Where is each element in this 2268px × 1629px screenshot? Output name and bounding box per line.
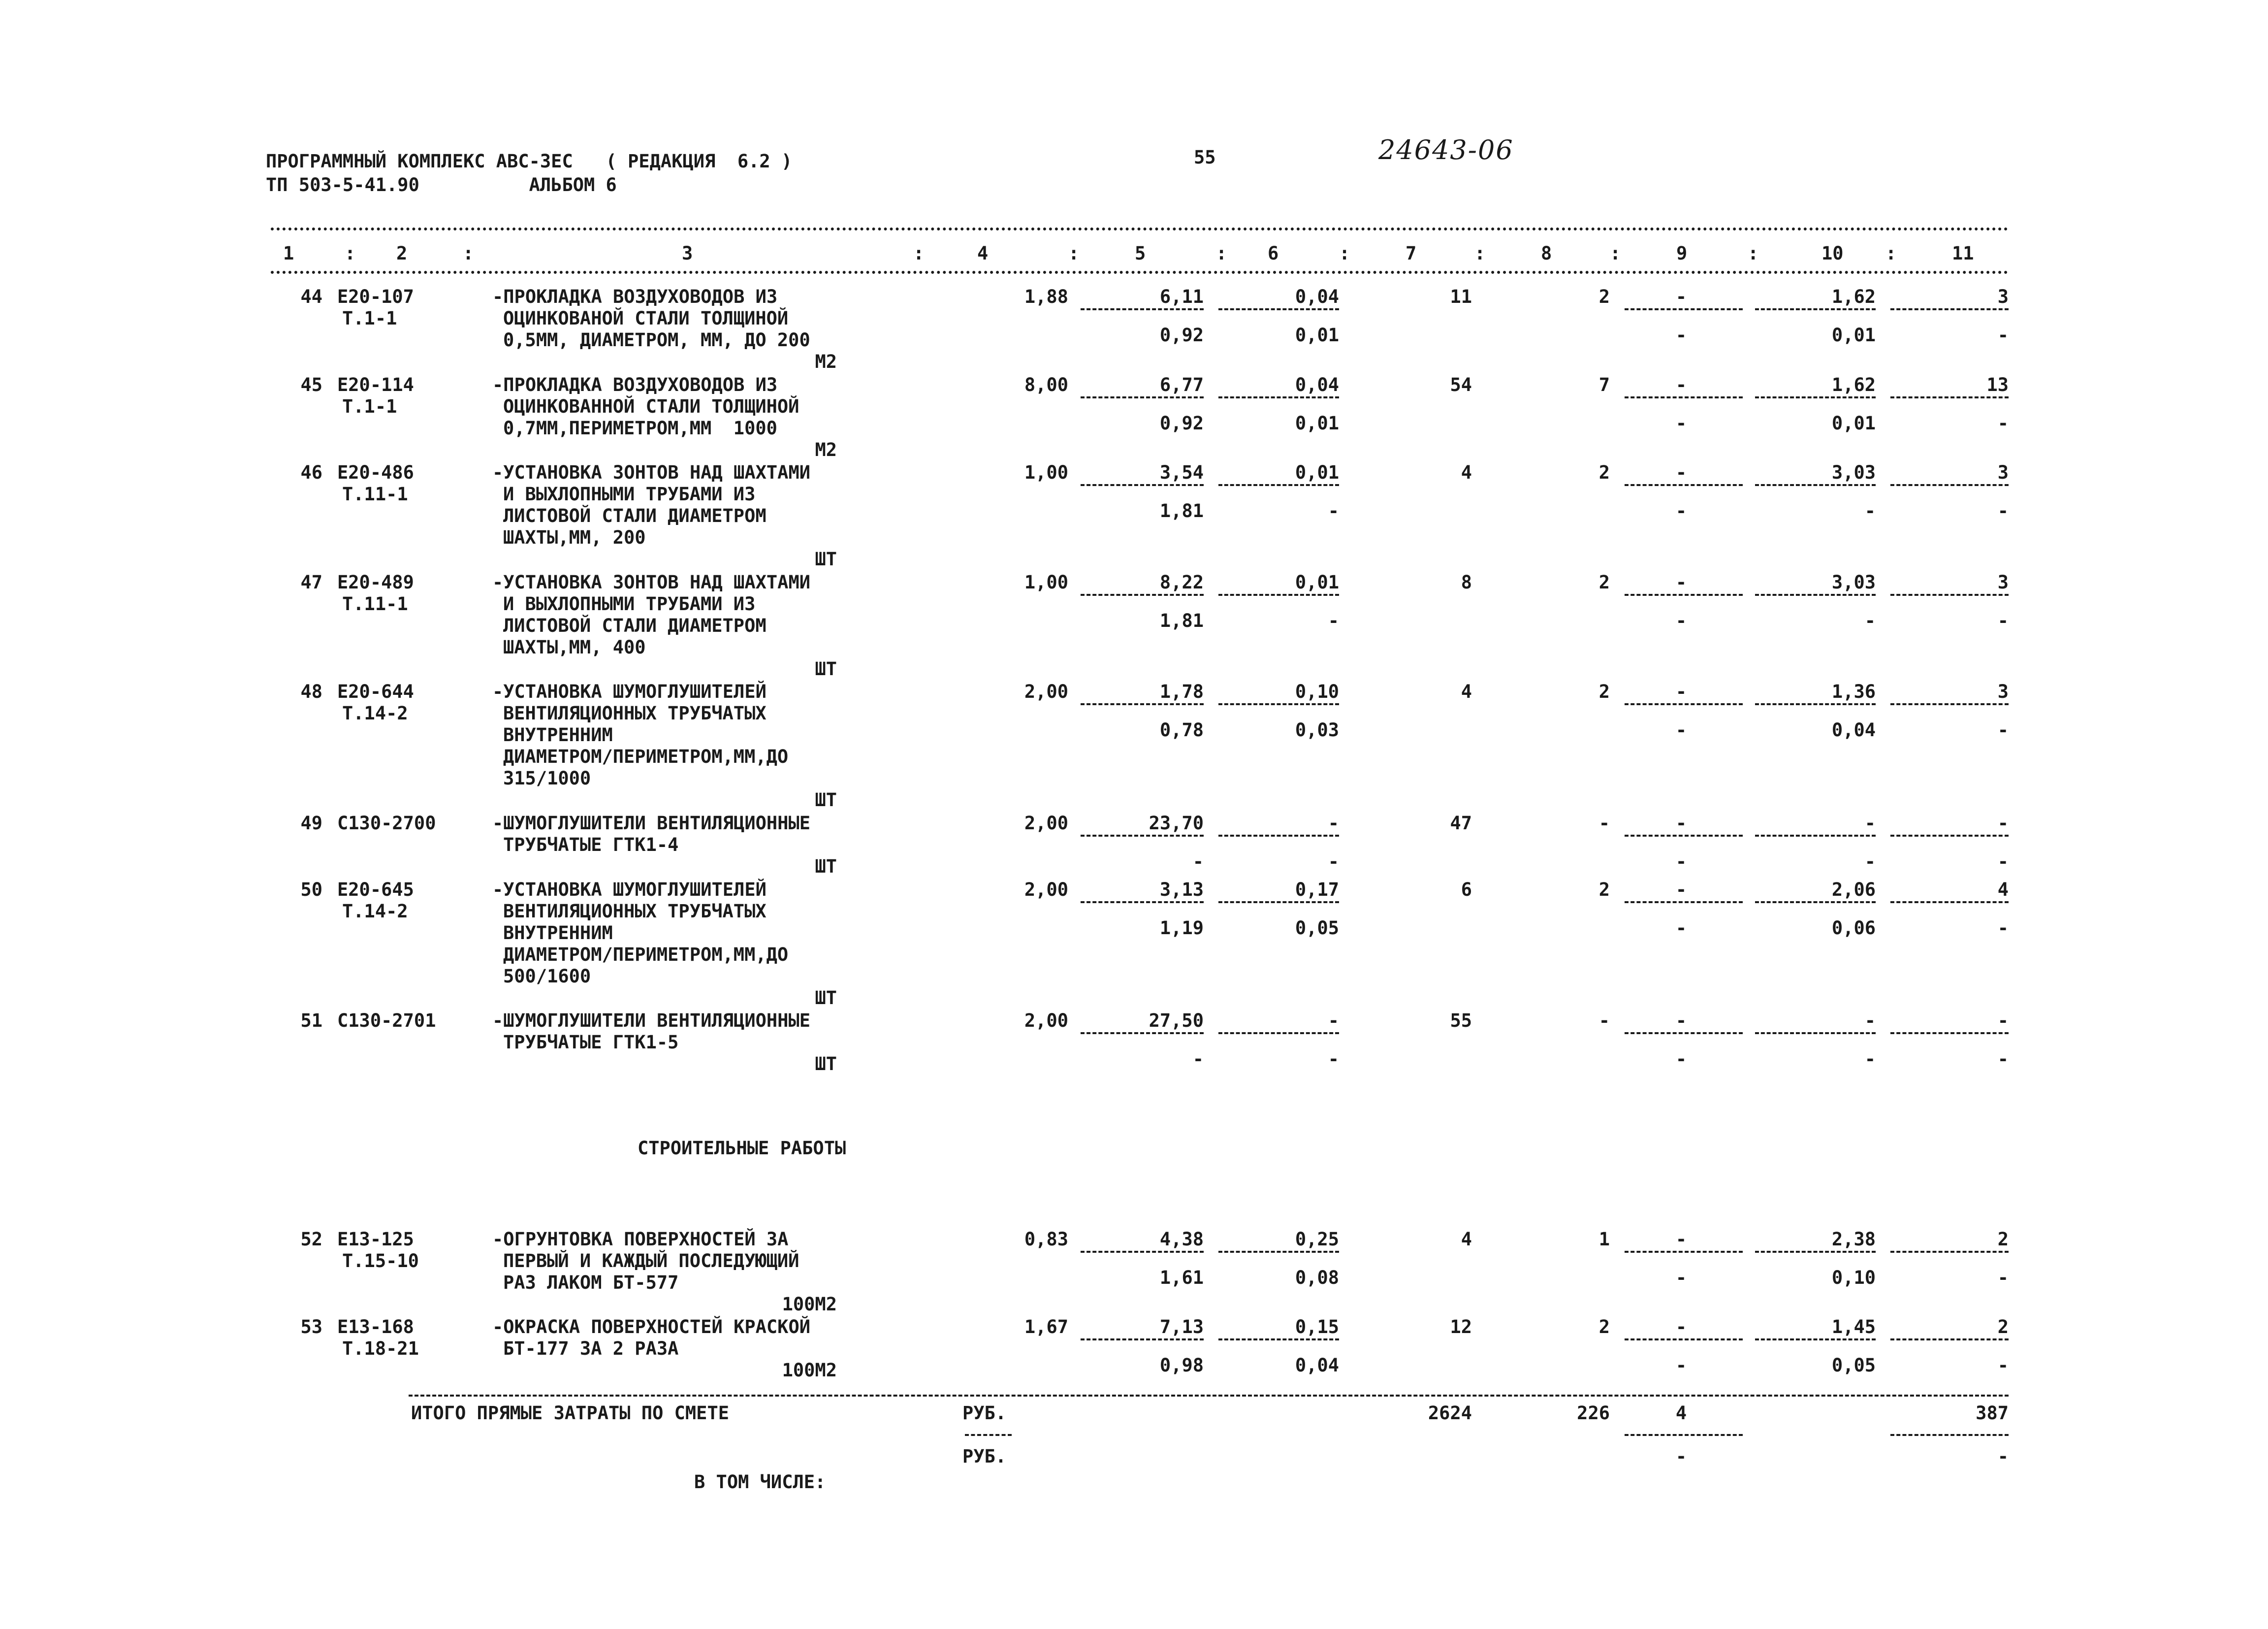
col6-top: 0,15 — [1295, 1316, 1339, 1337]
col10-top: 1,45 — [1831, 1316, 1876, 1337]
work-description-line: -ОГРУНТОВКА ПОВЕРХНОСТЕЙ ЗА — [492, 1229, 789, 1250]
totals-col9-rule — [1625, 1434, 1743, 1436]
col7: 4 — [1461, 462, 1472, 483]
row-number: 44 — [300, 286, 322, 307]
work-description-line: -УСТАНОВКА ШУМОГЛУШИТЕЛЕЙ — [492, 681, 767, 702]
rate-reference: Т.14-2 — [342, 703, 408, 724]
col7: 8 — [1461, 572, 1472, 593]
totals-rule — [409, 1395, 2009, 1397]
unit-of-measure: ШТ — [815, 658, 837, 680]
totals-currency: РУБ. — [962, 1402, 1007, 1424]
col9-bottom: - — [1675, 1048, 1687, 1070]
col9-rule — [1625, 396, 1743, 398]
col9-rule — [1625, 308, 1743, 310]
work-description-line: БТ-177 ЗА 2 РАЗА — [503, 1338, 679, 1359]
col11-bottom: - — [1997, 719, 2009, 741]
col8: 1 — [1598, 1229, 1610, 1250]
col6-top: 0,01 — [1295, 462, 1339, 483]
work-description-line: -УСТАНОВКА ЗОНТОВ НАД ШАХТАМИ — [492, 462, 811, 483]
col10-bottom: 0,05 — [1831, 1355, 1876, 1376]
work-description-line: -УСТАНОВКА ШУМОГЛУШИТЕЛЕЙ — [492, 879, 767, 900]
col9-rule — [1625, 1338, 1743, 1340]
work-description-line: ТРУБЧАТЫЕ ГТК1-5 — [503, 1032, 679, 1053]
col9-bottom: - — [1675, 1355, 1687, 1376]
col5-rule — [1081, 901, 1204, 903]
col5-rule — [1081, 835, 1204, 837]
unit-of-measure: ШТ — [815, 987, 837, 1009]
page-number: 55 — [1194, 147, 1216, 168]
unit-of-measure: ШТ — [815, 549, 837, 570]
column-header-11: 11 — [1952, 243, 1974, 264]
work-description-line: ЛИСТОВОЙ СТАЛИ ДИАМЕТРОМ — [503, 615, 767, 636]
totals-col8: 226 — [1577, 1402, 1610, 1424]
work-description-line: ВЕНТИЛЯЦИОННЫХ ТРУБЧАТЫХ — [503, 901, 767, 922]
col10-bottom: 0,10 — [1831, 1267, 1876, 1288]
col11-top: 3 — [1997, 572, 2009, 593]
col11-rule — [1890, 396, 2009, 398]
work-description-line: ВНУТРЕННИМ — [503, 724, 613, 746]
rate-code: Е20-114 — [337, 374, 414, 395]
col11-rule — [1890, 1338, 2009, 1340]
col5-rule — [1081, 594, 1204, 596]
col6-bottom: - — [1328, 500, 1339, 521]
section-title: СТРОИТЕЛЬНЫЕ РАБОТЫ — [638, 1138, 846, 1159]
col6-top: 0,01 — [1295, 572, 1339, 593]
col5-top: 4,38 — [1159, 1229, 1204, 1250]
totals-col9: 4 — [1675, 1402, 1687, 1424]
col8: 2 — [1598, 462, 1610, 483]
column-header-1: 1 — [283, 243, 294, 264]
work-description-line: ШАХТЫ,ММ, 200 — [503, 527, 646, 548]
col10-top: 3,03 — [1831, 462, 1876, 483]
rate-reference: Т.18-21 — [342, 1338, 419, 1359]
col10-top: 2,06 — [1831, 879, 1876, 900]
col4-quantity: 1,88 — [1024, 286, 1068, 307]
unit-of-measure: ШТ — [815, 789, 837, 811]
col6-top: 0,04 — [1295, 286, 1339, 307]
col9-top: - — [1675, 879, 1687, 900]
col8: 2 — [1598, 681, 1610, 702]
col10-top: 1,62 — [1831, 374, 1876, 395]
col9-top: - — [1675, 1010, 1687, 1031]
row-number: 52 — [300, 1229, 322, 1250]
column-header-3: 3 — [682, 243, 693, 264]
col11-rule — [1890, 594, 2009, 596]
column-header-9: 9 — [1676, 243, 1688, 264]
column-separator: : — [1885, 243, 1897, 264]
col11-top: - — [1997, 813, 2009, 834]
col10-rule — [1755, 396, 1876, 398]
col5-bottom: - — [1192, 851, 1204, 872]
col10-bottom: - — [1864, 851, 1876, 872]
col6-top: 0,04 — [1295, 374, 1339, 395]
col10-rule — [1755, 901, 1876, 903]
col5-bottom: 0,98 — [1159, 1355, 1204, 1376]
col9-top: - — [1675, 1229, 1687, 1250]
col11-bottom: - — [1997, 325, 2009, 346]
col11-top: - — [1997, 1010, 2009, 1031]
col4-quantity: 2,00 — [1024, 1010, 1068, 1031]
col5-top: 3,13 — [1159, 879, 1204, 900]
col11-top: 3 — [1997, 286, 2009, 307]
col10-top: 2,38 — [1831, 1229, 1876, 1250]
rate-code: Е13-168 — [337, 1316, 414, 1337]
col10-rule — [1755, 484, 1876, 486]
col10-rule — [1755, 594, 1876, 596]
work-description-line: ДИАМЕТРОМ/ПЕРИМЕТРОМ,ММ,ДО — [503, 746, 789, 767]
col6-top: - — [1328, 813, 1339, 834]
col6-bottom: - — [1328, 851, 1339, 872]
col5-top: 1,78 — [1159, 681, 1204, 702]
column-header-2: 2 — [396, 243, 408, 264]
unit-of-measure: М2 — [815, 351, 837, 372]
rate-code: С130-2700 — [337, 813, 436, 834]
col6-top: 0,10 — [1295, 681, 1339, 702]
col6-top: - — [1328, 1010, 1339, 1031]
rate-reference: Т.14-2 — [342, 901, 408, 922]
column-header-10: 10 — [1821, 243, 1844, 264]
col10-bottom: 0,04 — [1831, 719, 1876, 741]
col9-top: - — [1675, 572, 1687, 593]
col4-quantity: 0,83 — [1024, 1229, 1068, 1250]
col9-bottom: - — [1675, 610, 1687, 631]
col10-bottom: - — [1864, 610, 1876, 631]
col5-rule — [1081, 1338, 1204, 1340]
col11-rule — [1890, 1251, 2009, 1253]
col6-rule — [1218, 396, 1339, 398]
col10-bottom: 0,01 — [1831, 325, 1876, 346]
col11-bottom: - — [1997, 1048, 2009, 1070]
col11-top: 2 — [1997, 1229, 2009, 1250]
col11-bottom: - — [1997, 610, 2009, 631]
row-number: 46 — [300, 462, 322, 483]
work-description-line: -УСТАНОВКА ЗОНТОВ НАД ШАХТАМИ — [492, 572, 811, 593]
col6-bottom: 0,03 — [1295, 719, 1339, 741]
row-number: 45 — [300, 374, 322, 395]
col11-bottom: - — [1997, 851, 2009, 872]
col5-rule — [1081, 1251, 1204, 1253]
col7: 55 — [1450, 1010, 1472, 1031]
rate-code: Е20-489 — [337, 572, 414, 593]
unit-of-measure: 100М2 — [782, 1360, 837, 1381]
col5-rule — [1081, 484, 1204, 486]
rate-code: Е20-107 — [337, 286, 414, 307]
column-header-7: 7 — [1406, 243, 1417, 264]
work-description-line: ПЕРВЫЙ И КАЖДЫЙ ПОСЛЕДУЮЩИЙ — [503, 1250, 799, 1271]
work-description-line: -ПРОКЛАДКА ВОЗДУХОВОДОВ ИЗ — [492, 374, 778, 395]
col10-bottom: - — [1864, 1048, 1876, 1070]
col9-rule — [1625, 1251, 1743, 1253]
column-separator: : — [1216, 243, 1227, 264]
including-label: В ТОМ ЧИСЛЕ: — [694, 1471, 826, 1493]
col10-top: 1,36 — [1831, 681, 1876, 702]
rate-code: Е20-645 — [337, 879, 414, 900]
column-separator: : — [463, 243, 474, 264]
col11-bottom: - — [1997, 413, 2009, 434]
col6-top: 0,17 — [1295, 879, 1339, 900]
col9-top: - — [1675, 681, 1687, 702]
work-description-line: 0,7ММ,ПЕРИМЕТРОМ,ММ 1000 — [503, 418, 777, 439]
col6-rule — [1218, 1338, 1339, 1340]
col11-bottom: - — [1997, 917, 2009, 939]
col5-top: 27,50 — [1149, 1010, 1204, 1031]
col10-rule — [1755, 703, 1876, 705]
column-separator: : — [1610, 243, 1621, 264]
project-album: ТП 503-5-41.90 АЛЬБОМ 6 — [266, 174, 617, 195]
totals-col9-bottom: - — [1675, 1446, 1687, 1467]
col8: 2 — [1598, 572, 1610, 593]
col9-top: - — [1675, 813, 1687, 834]
col6-rule — [1218, 1251, 1339, 1253]
col6-rule — [1218, 703, 1339, 705]
col8: 2 — [1598, 286, 1610, 307]
col4-quantity: 1,00 — [1024, 572, 1068, 593]
col8: 2 — [1598, 879, 1610, 900]
document-number: 24643-06 — [1378, 134, 1514, 165]
col9-top: - — [1675, 286, 1687, 307]
col9-top: - — [1675, 462, 1687, 483]
totals-col11-rule — [1890, 1434, 2009, 1436]
work-description-line: ВНУТРЕННИМ — [503, 922, 613, 944]
column-header-5: 5 — [1135, 243, 1146, 264]
col6-bottom: 0,04 — [1295, 1355, 1339, 1376]
col5-top: 23,70 — [1149, 813, 1204, 834]
col5-bottom: 0,78 — [1159, 719, 1204, 741]
col7: 54 — [1450, 374, 1472, 395]
work-description-line: РАЗ ЛАКОМ БТ-577 — [503, 1272, 679, 1293]
col5-bottom: 0,92 — [1159, 325, 1204, 346]
rate-code: С130-2701 — [337, 1010, 436, 1031]
col9-rule — [1625, 594, 1743, 596]
col4-quantity: 1,67 — [1024, 1316, 1068, 1337]
col11-top: 3 — [1997, 462, 2009, 483]
rate-reference: Т.15-10 — [342, 1250, 419, 1271]
col5-top: 3,54 — [1159, 462, 1204, 483]
column-separator: : — [913, 243, 925, 264]
col10-bottom: 0,06 — [1831, 917, 1876, 939]
unit-of-measure: М2 — [815, 439, 837, 460]
col7: 12 — [1450, 1316, 1472, 1337]
col11-rule — [1890, 484, 2009, 486]
work-description-line: ЛИСТОВОЙ СТАЛИ ДИАМЕТРОМ — [503, 505, 767, 526]
work-description-line: И ВЫХЛОПНЫМИ ТРУБАМИ ИЗ — [503, 484, 756, 505]
col5-top: 6,11 — [1159, 286, 1204, 307]
totals-col7: 2624 — [1428, 1402, 1472, 1424]
col5-bottom: 1,61 — [1159, 1267, 1204, 1288]
col4-quantity: 2,00 — [1024, 681, 1068, 702]
col8: - — [1598, 1010, 1610, 1031]
col8: 7 — [1598, 374, 1610, 395]
work-description-line: 0,5ММ, ДИАМЕТРОМ, ММ, ДО 200 — [503, 329, 810, 351]
col4-quantity: 2,00 — [1024, 813, 1068, 834]
rate-reference: Т.1-1 — [342, 396, 397, 417]
col11-top: 13 — [1986, 374, 2009, 395]
work-description-line: ОЦИНКОВАНОЙ СТАЛИ ТОЛЩИНОЙ — [503, 308, 789, 329]
col11-rule — [1890, 308, 2009, 310]
totals-currency-2: РУБ. — [962, 1446, 1007, 1467]
col9-bottom: - — [1675, 851, 1687, 872]
col9-rule — [1625, 703, 1743, 705]
work-description-line: -ШУМОГЛУШИТЕЛИ ВЕНТИЛЯЦИОННЫЕ — [492, 1010, 811, 1031]
rate-code: Е20-644 — [337, 681, 414, 702]
row-number: 50 — [300, 879, 322, 900]
col5-bottom: - — [1192, 1048, 1204, 1070]
col5-bottom: 1,81 — [1159, 610, 1204, 631]
rate-reference: Т.11-1 — [342, 593, 408, 615]
col9-rule — [1625, 901, 1743, 903]
work-description-line: ШАХТЫ,ММ, 400 — [503, 637, 646, 658]
col6-top: 0,25 — [1295, 1229, 1339, 1250]
col5-top: 7,13 — [1159, 1316, 1204, 1337]
col10-rule — [1755, 308, 1876, 310]
col7: 47 — [1450, 813, 1472, 834]
col11-bottom: - — [1997, 1355, 2009, 1376]
col10-bottom: - — [1864, 500, 1876, 521]
col10-top: 3,03 — [1831, 572, 1876, 593]
col9-rule — [1625, 484, 1743, 486]
col6-bottom: 0,01 — [1295, 325, 1339, 346]
col6-rule — [1218, 308, 1339, 310]
work-description-line: ТРУБЧАТЫЕ ГТК1-4 — [503, 834, 679, 855]
col10-rule — [1755, 835, 1876, 837]
col9-bottom: - — [1675, 325, 1687, 346]
row-number: 47 — [300, 572, 322, 593]
totals-col11-bottom: - — [1997, 1446, 2009, 1467]
col10-rule — [1755, 1338, 1876, 1340]
col5-bottom: 1,19 — [1159, 917, 1204, 939]
rate-reference: Т.11-1 — [342, 484, 408, 505]
col9-rule — [1625, 1032, 1743, 1034]
col5-top: 8,22 — [1159, 572, 1204, 593]
col6-bottom: 0,01 — [1295, 413, 1339, 434]
column-separator: : — [1068, 243, 1080, 264]
column-header-8: 8 — [1541, 243, 1552, 264]
col6-bottom: - — [1328, 610, 1339, 631]
col10-rule — [1755, 1251, 1876, 1253]
col11-bottom: - — [1997, 500, 2009, 521]
col11-bottom: - — [1997, 1267, 2009, 1288]
col5-top: 6,77 — [1159, 374, 1204, 395]
work-description-line: -ШУМОГЛУШИТЕЛИ ВЕНТИЛЯЦИОННЫЕ — [492, 813, 811, 834]
work-description-line: ВЕНТИЛЯЦИОННЫХ ТРУБЧАТЫХ — [503, 703, 767, 724]
rate-code: Е13-125 — [337, 1229, 414, 1250]
column-header-4: 4 — [977, 243, 989, 264]
col7: 4 — [1461, 681, 1472, 702]
column-separator: : — [1748, 243, 1759, 264]
col9-rule — [1625, 835, 1743, 837]
col6-rule — [1218, 484, 1339, 486]
col6-rule — [1218, 835, 1339, 837]
col11-top: 4 — [1997, 879, 2009, 900]
col11-top: 3 — [1997, 681, 2009, 702]
col9-bottom: - — [1675, 500, 1687, 521]
rate-code: Е20-486 — [337, 462, 414, 483]
col8: - — [1598, 813, 1610, 834]
row-number: 48 — [300, 681, 322, 702]
col11-rule — [1890, 1032, 2009, 1034]
rate-reference: Т.1-1 — [342, 308, 397, 329]
column-header-6: 6 — [1268, 243, 1279, 264]
col11-top: 2 — [1997, 1316, 2009, 1337]
col8: 2 — [1598, 1316, 1610, 1337]
work-description-line: И ВЫХЛОПНЫМИ ТРУБАМИ ИЗ — [503, 593, 756, 615]
col11-rule — [1890, 901, 2009, 903]
column-separator: : — [345, 243, 356, 264]
col9-top: - — [1675, 1316, 1687, 1337]
col6-rule — [1218, 901, 1339, 903]
unit-of-measure: ШТ — [815, 1053, 837, 1075]
col9-bottom: - — [1675, 917, 1687, 939]
col4-quantity: 1,00 — [1024, 462, 1068, 483]
col5-rule — [1081, 396, 1204, 398]
column-separator: : — [1339, 243, 1350, 264]
col6-bottom: - — [1328, 1048, 1339, 1070]
work-description-line: ОЦИНКОВАННОЙ СТАЛИ ТОЛЩИНОЙ — [503, 396, 799, 417]
work-description-line: -ПРОКЛАДКА ВОЗДУХОВОДОВ ИЗ — [492, 286, 778, 307]
col6-rule — [1218, 594, 1339, 596]
col6-rule — [1218, 1032, 1339, 1034]
totals-currency-rule — [965, 1434, 1012, 1436]
col10-top: - — [1864, 813, 1876, 834]
row-number: 49 — [300, 813, 322, 834]
col9-bottom: - — [1675, 413, 1687, 434]
col5-bottom: 1,81 — [1159, 500, 1204, 521]
col11-rule — [1890, 703, 2009, 705]
col5-rule — [1081, 1032, 1204, 1034]
totals-col11: 387 — [1976, 1402, 2009, 1424]
col9-bottom: - — [1675, 1267, 1687, 1288]
column-separator: : — [1474, 243, 1486, 264]
totals-label: ИТОГО ПРЯМЫЕ ЗАТРАТЫ ПО СМЕТЕ — [411, 1402, 730, 1424]
col9-bottom: - — [1675, 719, 1687, 741]
col10-top: - — [1864, 1010, 1876, 1031]
row-number: 51 — [300, 1010, 322, 1031]
col7: 4 — [1461, 1229, 1472, 1250]
col9-top: - — [1675, 374, 1687, 395]
header-bottom-rule — [271, 271, 2009, 274]
col5-rule — [1081, 308, 1204, 310]
row-number: 53 — [300, 1316, 322, 1337]
work-description-line: 500/1600 — [503, 966, 591, 987]
work-description-line: 315/1000 — [503, 768, 591, 789]
unit-of-measure: 100М2 — [782, 1294, 837, 1315]
col10-top: 1,62 — [1831, 286, 1876, 307]
program-title: ПРОГРАММНЫЙ КОМПЛЕКС АВС-3ЕС ( РЕДАКЦИЯ 6.2 ) — [266, 151, 793, 172]
col6-bottom: 0,05 — [1295, 917, 1339, 939]
col4-quantity: 8,00 — [1024, 374, 1068, 395]
col5-rule — [1081, 703, 1204, 705]
col4-quantity: 2,00 — [1024, 879, 1068, 900]
col10-rule — [1755, 1032, 1876, 1034]
unit-of-measure: ШТ — [815, 856, 837, 877]
work-description-line: ДИАМЕТРОМ/ПЕРИМЕТРОМ,ММ,ДО — [503, 944, 789, 965]
col10-bottom: 0,01 — [1831, 413, 1876, 434]
col11-rule — [1890, 835, 2009, 837]
work-description-line: -ОКРАСКА ПОВЕРХНОСТЕЙ КРАСКОЙ — [492, 1316, 811, 1337]
header-top-rule — [271, 228, 2009, 230]
col7: 6 — [1461, 879, 1472, 900]
col5-bottom: 0,92 — [1159, 413, 1204, 434]
col6-bottom: 0,08 — [1295, 1267, 1339, 1288]
col7: 11 — [1450, 286, 1472, 307]
